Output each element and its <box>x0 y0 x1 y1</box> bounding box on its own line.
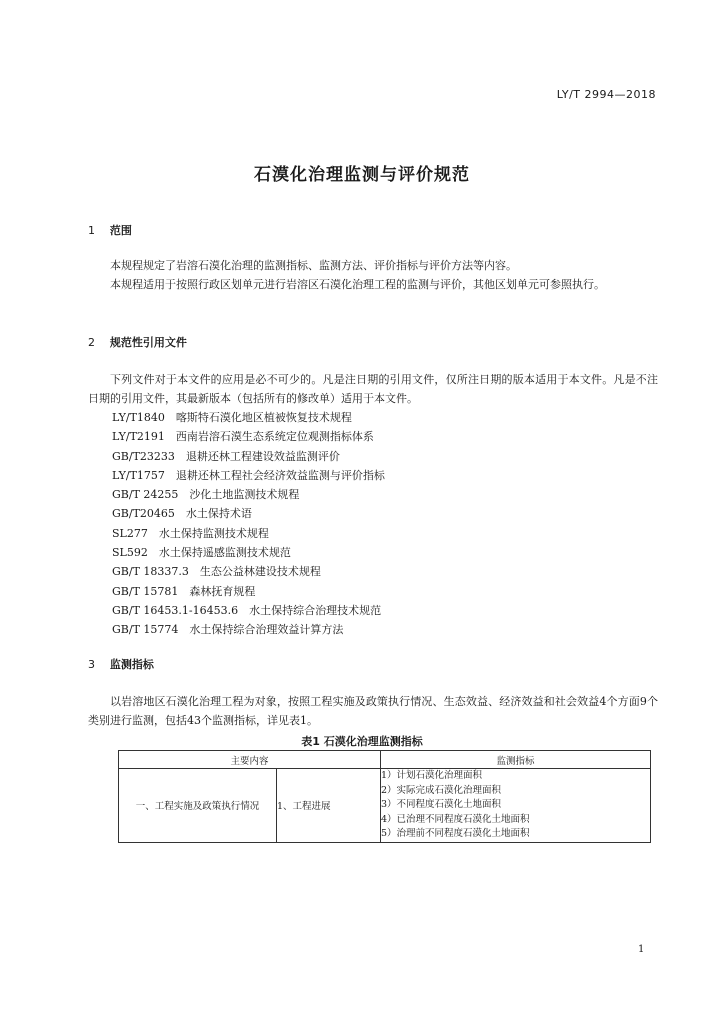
indicator-item: 1）计划石漠化治理面积 <box>381 770 483 781</box>
table-row <box>119 769 651 843</box>
scope-paragraph-1: 本规程规定了岩溶石漠化治理的监测指标、监测方法、评价指标与评价方法等内容。 <box>110 259 517 272</box>
table-caption: 表1 石漠化治理监测指标 <box>301 735 423 748</box>
section-number: 3 <box>88 658 95 671</box>
indicator-item: 3）不同程度石漠化土地面积 <box>381 799 502 810</box>
indicator-item: 2）实际完成石漠化治理面积 <box>381 784 502 796</box>
section-title: 监测指标 <box>109 658 154 671</box>
aspect-cell: 一、工程实施及政策执行情况 <box>119 769 277 843</box>
indicators-cell <box>381 769 651 843</box>
reference-item: LY/T1757 退耕还林工程社会经济效益监测与评价指标 <box>112 468 385 482</box>
section-number: 2 <box>88 336 95 349</box>
header-main-content: 主要内容 <box>119 751 381 769</box>
reference-item: GB/T 16453.1-16453.6 水土保持综合治理技术规范 <box>112 603 382 617</box>
reference-item: GB/T 18337.3 生态公益林建设技术规程 <box>112 565 321 579</box>
monitoring-indicator-table <box>118 750 651 843</box>
section-heading-scope <box>88 222 132 238</box>
section-heading-monitoring-indicators <box>88 656 154 672</box>
header-monitoring-indicator: 监测指标 <box>381 751 651 769</box>
indicator-item: 5）治理前不同程度石漠化土地面积 <box>381 828 530 839</box>
reference-item: LY/T1840 喀斯特石漠化地区植被恢复技术规程 <box>112 411 352 424</box>
table-header-row <box>119 751 651 769</box>
document-title: 石漠化治理监测与评价规范 <box>254 165 470 185</box>
references-intro-paragraph: 下列文件对于本文件的应用是必不可少的。凡是注日期的引用文件，仅所注日期的版本适用于本文件。凡是不注日期的引用文件，其最新版本（包括所有的修改单）适用于本文件。 <box>88 373 658 405</box>
section-title: 范围 <box>109 224 132 237</box>
indicator-item: 4）已治理不同程度石漠化土地面积 <box>381 813 530 825</box>
reference-item: GB/T 15774 水土保持综合治理效益计算方法 <box>112 623 344 637</box>
reference-item: GB/T20465 水土保持术语 <box>112 507 252 521</box>
section-number: 1 <box>88 224 95 237</box>
reference-item: SL277 水土保持监测技术规程 <box>112 526 269 540</box>
reference-item: GB/T 15781 森林抚育规程 <box>112 584 256 598</box>
reference-list <box>112 408 385 640</box>
standard-code: LY/T 2994—2018 <box>556 88 656 101</box>
reference-item: SL592 水土保持遥感监测技术规范 <box>112 546 291 560</box>
scope-paragraph-2: 本规程适用于按照行政区划单元进行岩溶区石漠化治理工程的监测与评价，其他区划单元可参照执行。 <box>110 278 605 291</box>
reference-item: LY/T2191 西南岩溶石漠生态系统定位观测指标体系 <box>112 430 374 444</box>
category-cell: 1、工程进展 <box>277 769 381 843</box>
reference-item: GB/T23233 退耕还林工程建设效益监测评价 <box>112 449 340 463</box>
section-heading-normative-references <box>88 334 187 350</box>
section-title: 规范性引用文件 <box>109 336 187 349</box>
page-number: 1 <box>638 944 645 955</box>
monitoring-indicators-paragraph: 以岩溶地区石漠化治理工程为对象，按照工程实施及政策执行情况、生态效益、经济效益和社会效益4个方面9个类别进行监测，包括43个监测指标，详见表1。 <box>88 695 658 727</box>
reference-item: GB/T 24255 沙化土地监测技术规程 <box>112 488 300 502</box>
